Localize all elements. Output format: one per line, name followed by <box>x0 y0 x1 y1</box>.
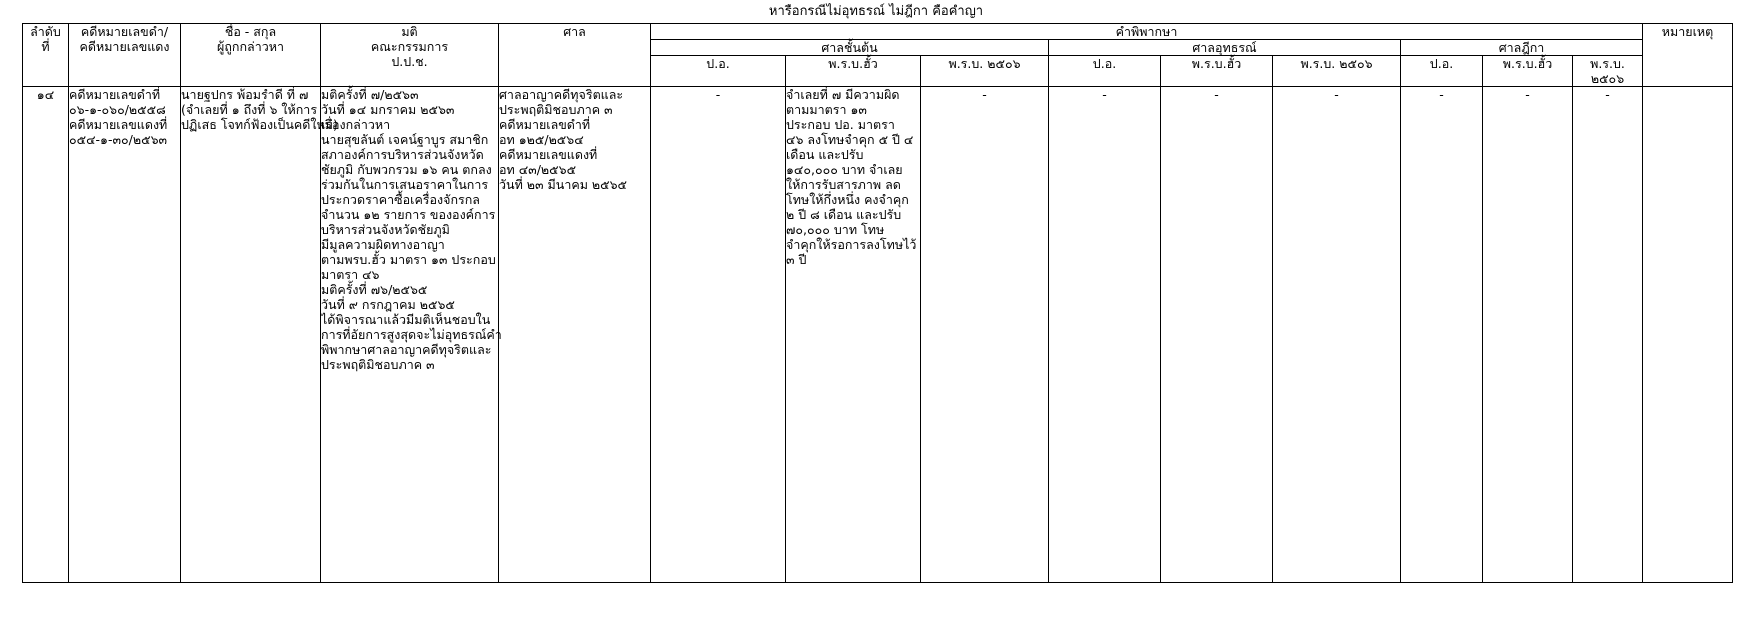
court-line-3: คดีหมายเลขดำที่ <box>499 117 591 132</box>
header-order <box>23 24 69 87</box>
resolution-line-3: เรื่องกล่าวหา <box>321 117 391 132</box>
document-top-note: หารือกรณีไม่อุทธรณ์ ไม่ฎีกา คือคำญา <box>768 4 984 19</box>
header-appeal-po: ป.อ. <box>1049 56 1161 87</box>
resolution-line-16: ได้พิจารณาแล้วมีมติเห็นชอบใน <box>321 312 491 327</box>
case-number-line-3: คดีหมายเลขแดงที่ <box>69 117 168 132</box>
header-supreme-prb-2506-line-2: ๒๕๐๖ <box>1590 71 1625 86</box>
name-line-2: (จำเลยที่ ๑ ถึงที่ ๖ ให้การ <box>181 102 318 117</box>
header-supreme-prb-2506 <box>1573 56 1643 87</box>
cell-first-po: - <box>651 87 786 583</box>
header-court-appeal: ศาลอุทธรณ์ <box>1049 40 1401 56</box>
first-prb-hua-line-8: โทษให้กึ่งหนึ่ง คงจำคุก <box>786 192 909 207</box>
first-prb-hua-line-3: ประกอบ ปอ. มาตรา <box>786 117 895 132</box>
header-supreme-prb-2506-line-1: พ.ร.บ. <box>1590 56 1625 71</box>
header-first-prb-2506: พ.ร.บ. ๒๕๐๖ <box>921 56 1049 87</box>
resolution-line-15: วันที่ ๙ กรกฎาคม ๒๕๖๕ <box>321 297 455 312</box>
first-prb-hua-line-9: ๒ ปี ๘ เดือน และปรับ <box>786 207 902 222</box>
header-order-line-2: ที่ <box>41 39 50 54</box>
header-first-prb-hua: พ.ร.บ.ฮั้ว <box>786 56 921 87</box>
header-row-1 <box>23 24 1733 40</box>
table-body <box>23 87 1733 583</box>
cell-supreme-prb-hua: - <box>1483 87 1573 583</box>
cell-appeal-prb-hua: - <box>1161 87 1273 583</box>
cell-supreme-prb-2506: - <box>1573 87 1643 583</box>
cell-remark <box>1643 87 1733 583</box>
resolution-line-8: ประกวดราคาซื้อเครื่องจักรกล <box>321 192 480 207</box>
resolution-line-9: จำนวน ๑๒ รายการ ขององค์การ <box>321 207 496 222</box>
first-prb-hua-line-1: จำเลยที่ ๗ มีความผิด <box>786 87 900 102</box>
resolution-line-14: มติครั้งที่ ๗๖/๒๕๖๕ <box>321 282 428 297</box>
court-line-2: ประพฤติมิชอบภาค ๓ <box>499 102 613 117</box>
cell-first-prb-hua <box>786 87 921 583</box>
cell-order: ๑๔ <box>23 87 69 583</box>
header-name <box>181 24 321 87</box>
first-prb-hua-line-11: จำคุกให้รอการลงโทษไว้ <box>786 237 917 252</box>
cell-resolution <box>321 87 502 583</box>
first-prb-hua-line-10: ๗๐,๐๐๐ บาท โทษ <box>786 222 885 237</box>
resolution-line-4: นายสุขลันต์ เจคน์ฐาบูร สมาชิก <box>321 132 489 147</box>
first-prb-hua-line-12: ๓ ปี <box>786 252 807 267</box>
resolution-line-7: ร่วมกันในการเสนอราคาในการ <box>321 177 489 192</box>
header-appeal-prb-2506: พ.ร.บ. ๒๕๐๖ <box>1273 56 1401 87</box>
table-row <box>23 87 1733 583</box>
header-name-line-1: ชื่อ - สกุล <box>224 24 277 39</box>
header-verdict-group: คำพิพากษา <box>651 24 1643 40</box>
header-court-first: ศาลชั้นต้น <box>651 40 1049 56</box>
cell-case-numbers <box>69 87 181 583</box>
court-line-5: คดีหมายเลขแดงที่ <box>499 147 598 162</box>
resolution-line-11: มีมูลความผิดทางอาญา <box>321 237 445 252</box>
cell-court <box>499 87 651 583</box>
resolution-line-13: มาตรา ๔๖ <box>321 267 380 282</box>
first-prb-hua-line-7: ให้การรับสารภาพ ลด <box>786 177 901 192</box>
header-order-line-1: ลำดับ <box>30 24 61 39</box>
resolution-line-17: การที่อัยการสูงสุดจะไม่อุทธรณ์คำ <box>321 327 502 342</box>
court-line-6: อท ๔๓/๒๕๖๕ <box>499 162 577 177</box>
header-supreme-prb-hua: พ.ร.บ.ฮั้ว <box>1483 56 1573 87</box>
header-resolution-line-2: คณะกรรมการ <box>370 39 449 54</box>
header-appeal-prb-hua: พ.ร.บ.ฮั้ว <box>1161 56 1273 87</box>
resolution-line-1: มติครั้งที่ ๗/๒๕๖๓ <box>321 87 419 102</box>
name-line-1: นายฐปกร พ้อมรำดี ที่ ๗ <box>181 87 309 102</box>
table-header <box>23 24 1733 87</box>
first-prb-hua-line-4: ๔๖ ลงโทษจำคุก ๕ ปี ๔ <box>786 132 914 147</box>
first-prb-hua-line-5: เดือน และปรับ <box>786 147 864 162</box>
header-resolution-line-3: ป.ป.ช. <box>391 54 428 69</box>
resolution-line-5: สภาองค์การบริหารส่วนจังหวัด <box>321 147 484 162</box>
header-name-line-2: ผู้ถูกกล่าวหา <box>217 39 284 54</box>
cell-first-prb-2506: - <box>921 87 1049 583</box>
cell-appeal-po: - <box>1049 87 1161 583</box>
resolution-line-19: ประพฤติมิชอบภาค ๓ <box>321 357 435 372</box>
header-court: ศาล <box>499 24 651 87</box>
header-case-numbers-line-1: คดีหมายเลขดำ/ <box>80 24 169 39</box>
resolution-line-6: ชัยภูมิ กับพวกรวม ๑๖ คน ตกลง <box>321 162 492 177</box>
resolution-line-18: พิพากษาศาลอาญาคดีทุจริตและ <box>321 342 492 357</box>
case-number-line-4: ๐๕๔-๑-๓๐/๒๕๖๓ <box>69 132 168 147</box>
header-court-supreme: ศาลฎีกา <box>1401 40 1643 56</box>
resolution-line-2: วันที่ ๑๔ มกราคม ๒๕๖๓ <box>321 102 455 117</box>
header-case-numbers-line-2: คดีหมายเลขแดง <box>79 39 170 54</box>
header-resolution-line-1: มติ <box>401 24 418 39</box>
case-table <box>22 23 1733 583</box>
resolution-line-10: บริหารส่วนจังหวัดชัยภูมิ <box>321 222 450 237</box>
header-case-numbers <box>69 24 181 87</box>
header-first-po: ป.อ. <box>651 56 786 87</box>
header-remark: หมายเหตุ <box>1643 24 1733 87</box>
resolution-line-12: ตามพรบ.ฮั้ว มาตรา ๑๓ ประกอบ <box>321 252 496 267</box>
cell-supreme-po: - <box>1401 87 1483 583</box>
first-prb-hua-line-6: ๑๔๐,๐๐๐ บาท จำเลย <box>786 162 903 177</box>
case-number-line-1: คดีหมายเลขดำที่ <box>69 87 161 102</box>
case-number-line-2: ๐๖-๑-๐๖๐/๒๕๕๘ <box>69 102 166 117</box>
cell-name <box>181 87 338 583</box>
first-prb-hua-line-2: ตามมาตรา ๑๓ <box>786 102 867 117</box>
name-line-3: ปฏิเสธ โจทก์ฟ้องเป็นคดีใหม่) <box>181 117 338 132</box>
court-line-4: อท ๑๒๕/๒๕๖๔ <box>499 132 584 147</box>
header-supreme-po: ป.อ. <box>1401 56 1483 87</box>
header-resolution <box>321 24 499 87</box>
court-line-7: วันที่ ๒๓ มีนาคม ๒๕๖๕ <box>499 177 628 192</box>
cell-appeal-prb-2506: - <box>1273 87 1401 583</box>
court-line-1: ศาลอาญาคดีทุจริตและ <box>499 87 624 102</box>
